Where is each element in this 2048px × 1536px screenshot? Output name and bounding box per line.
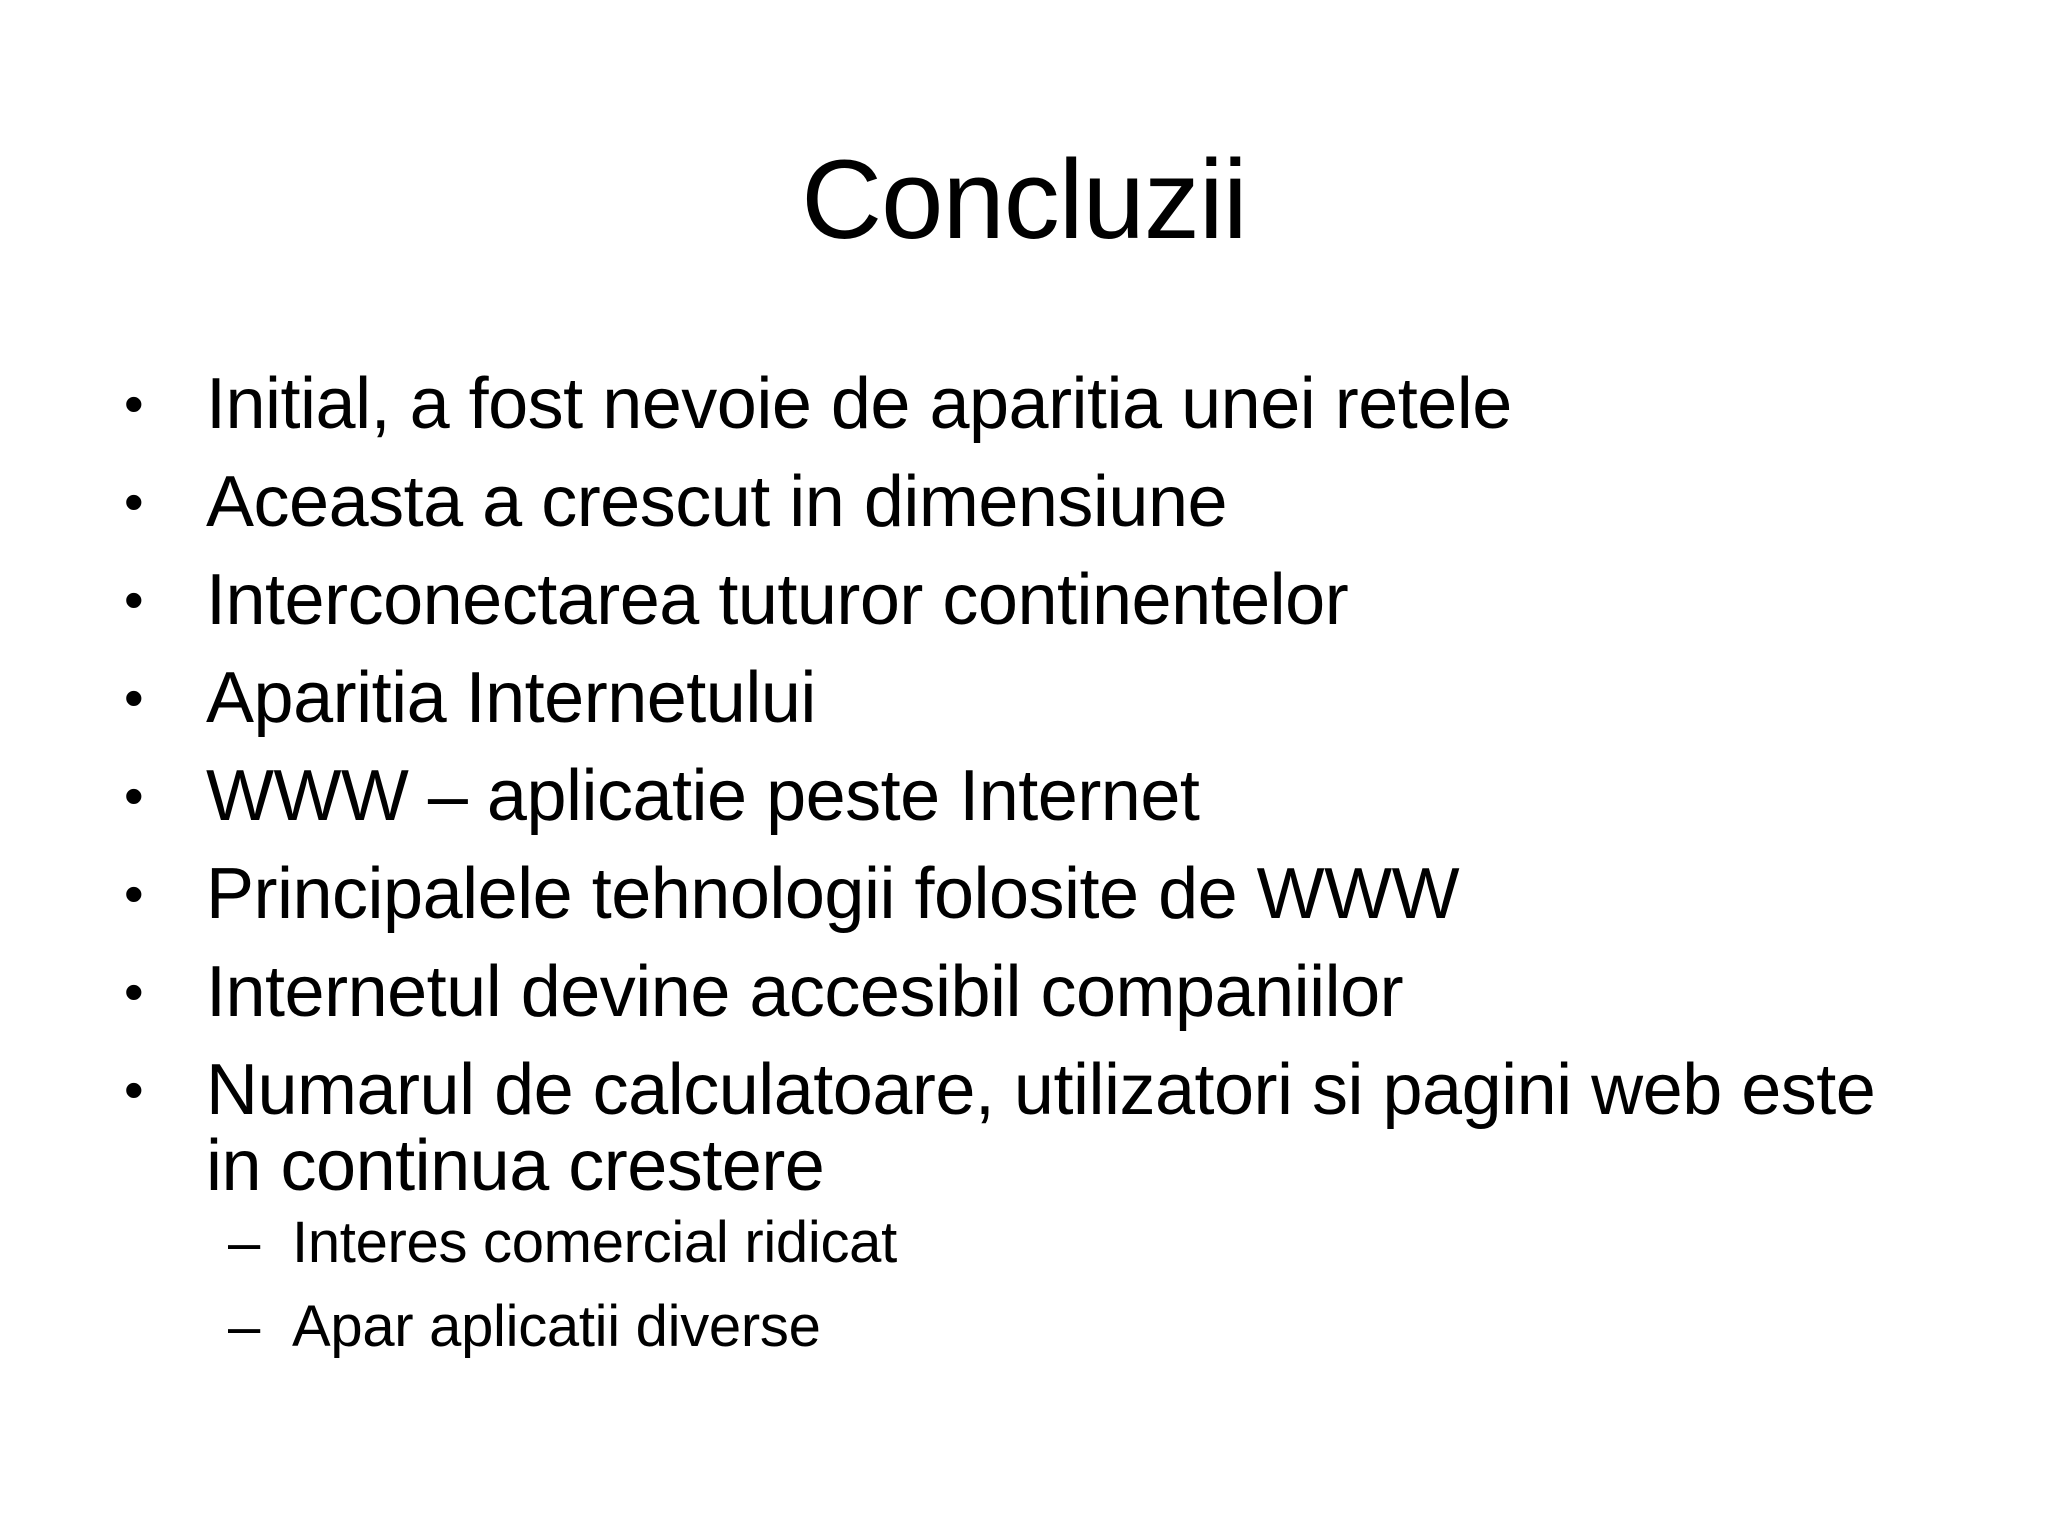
bullet-item bbox=[120, 758, 2000, 834]
sub-bullet-text: Interes comercial ridicat bbox=[292, 1210, 897, 1275]
bullet-item bbox=[120, 660, 2000, 736]
bullet-text: Aparitia Internetului bbox=[206, 658, 816, 738]
dash-icon: – bbox=[228, 1294, 261, 1359]
dash-icon: – bbox=[228, 1210, 261, 1275]
sub-bullet-item bbox=[228, 1208, 2000, 1278]
bullet-dot-icon: • bbox=[124, 372, 144, 435]
slide-title: Concluzii bbox=[801, 137, 1247, 262]
bullet-text: WWW – aplicatie peste Internet bbox=[206, 756, 1200, 836]
sub-bullet-item bbox=[228, 1292, 2000, 1362]
bullet-dot-icon: • bbox=[124, 470, 144, 533]
bullet-dot-icon: • bbox=[124, 1058, 144, 1121]
bullet-text: Interconectarea tuturor continentelor bbox=[206, 560, 1349, 640]
bullet-text: Aceasta a crescut in dimensiune bbox=[206, 462, 1228, 542]
sub-bullet-text: Apar aplicatii diverse bbox=[292, 1294, 821, 1359]
bullet-text: Numarul de calculatoare, utilizatori si pagini web este in continua crestere bbox=[206, 1050, 1876, 1206]
bullet-item bbox=[120, 464, 2000, 540]
bullet-dot-icon: • bbox=[124, 862, 144, 925]
bullet-item bbox=[120, 366, 2000, 442]
bullet-item bbox=[120, 856, 2000, 932]
sub-bullet-list bbox=[120, 1208, 2000, 1362]
bullet-text: Internetul devine accesibil companiilor bbox=[206, 952, 1404, 1032]
bullet-item bbox=[120, 1052, 2000, 1362]
bullet-text: Initial, a fost nevoie de aparitia unei retele bbox=[206, 364, 1512, 444]
bullet-dot-icon: • bbox=[124, 764, 144, 827]
bullet-dot-icon: • bbox=[124, 666, 144, 729]
bullet-text: Principalele tehnologii folosite de WWW bbox=[206, 854, 1460, 934]
bullet-item bbox=[120, 562, 2000, 638]
bullet-list bbox=[120, 366, 2000, 1384]
bullet-item bbox=[120, 954, 2000, 1030]
bullet-dot-icon: • bbox=[124, 960, 144, 1023]
bullet-dot-icon: • bbox=[124, 568, 144, 631]
